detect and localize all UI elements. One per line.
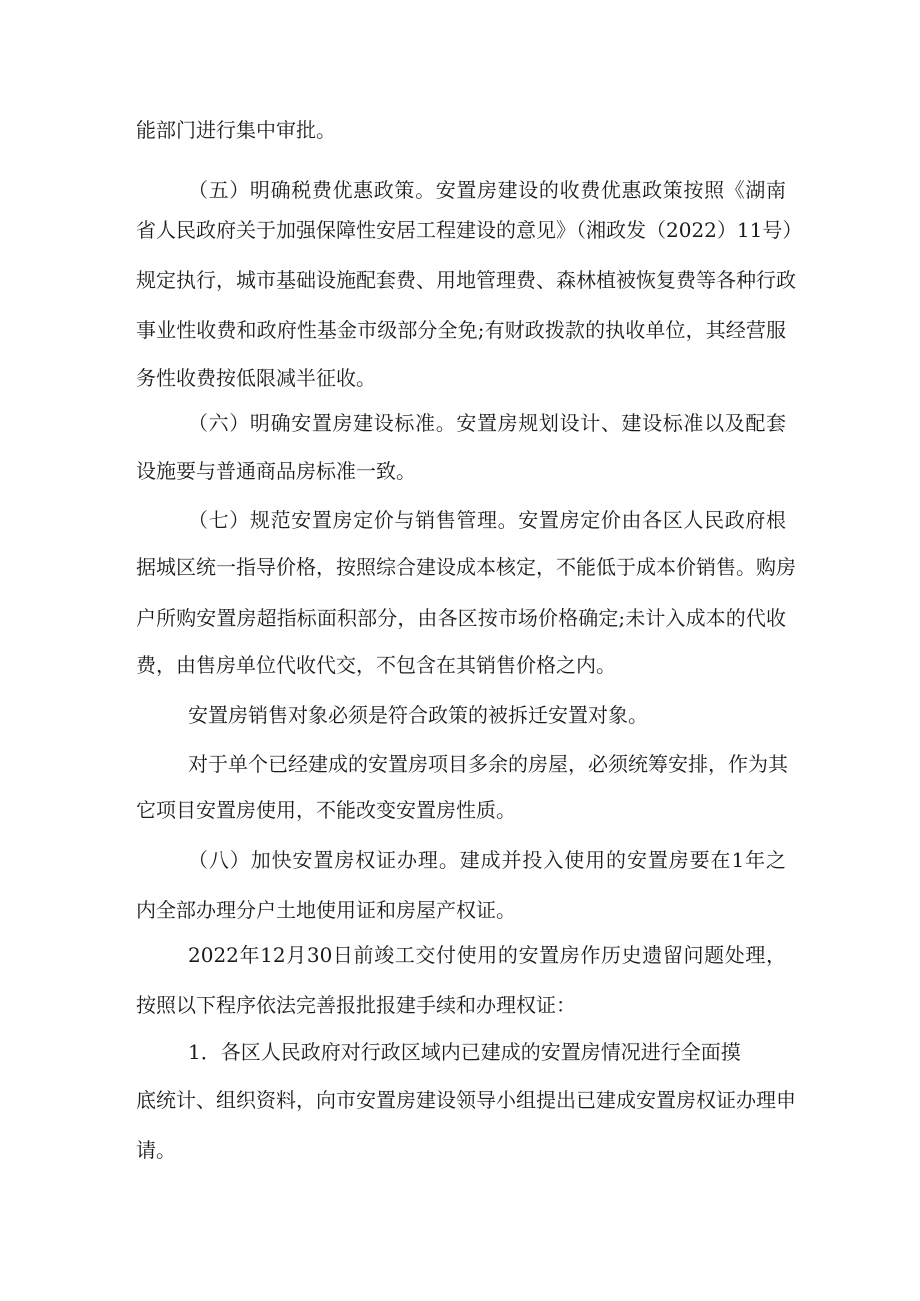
text-line: 它项目安置房使用，不能改变安置房性质。 [136,798,516,822]
text-line: 设施要与普通商品房标准一致。 [136,459,416,483]
text-line: 请。 [136,1138,176,1162]
text-line: 事业性收费和政府性基金市级部分全免;有财政拨款的执收单位，其经营服 [136,318,786,342]
text-line: 1．各区人民政府对行政区域内已建成的安置房情况进行全面摸 [188,1040,741,1064]
text-line: 省人民政府关于加强保障性安居工程建设的意见》（湘政发（2022）11号） [136,218,803,242]
text-line: 内全部办理分户土地使用证和房屋产权证。 [136,898,516,922]
text-line: 据城区统一指导价格，按照综合建设成本核定，不能低于成本价销售。购房 [136,555,796,579]
text-line: 底统计、组织资料，向市安置房建设领导小组提出已建成安置房权证办理申 [136,1088,796,1112]
text-line: （七）规范安置房定价与销售管理。安置房定价由各区人民政府根 [188,508,786,532]
text-line: 户所购安置房超指标面积部分，由各区按市场价格确定;未计入成本的代收 [136,606,786,630]
text-line: 规定执行，城市基础设施配套费、用地管理费、森林植被恢复费等各种行政 [136,268,796,292]
text-line: 2022年12月30日前竣工交付使用的安置房作历史遗留问题处理， [188,943,786,967]
text-line: 费，由售房单位代收代交，不包含在其销售价格之内。 [136,653,616,677]
text-line: （五）明确税费优惠政策。安置房建设的收费优惠政策按照《湖南 [188,178,786,202]
text-line: （八）加快安置房权证办理。建成并投入使用的安置房要在1年之 [188,848,786,872]
text-line: 务性收费按低限减半征收。 [136,366,376,390]
text-line: （六）明确安置房建设标准。安置房规划设计、建设标准以及配套 [188,411,786,435]
text-line: 能部门进行集中审批。 [136,118,336,142]
text-line: 安置房销售对象必须是符合政策的被拆迁安置对象。 [188,703,648,727]
text-line: 对于单个已经建成的安置房项目多余的房屋，必须统筹安排，作为其 [188,752,788,776]
text-line: 按照以下程序依法完善报批报建手续和办理权证： [136,993,576,1017]
